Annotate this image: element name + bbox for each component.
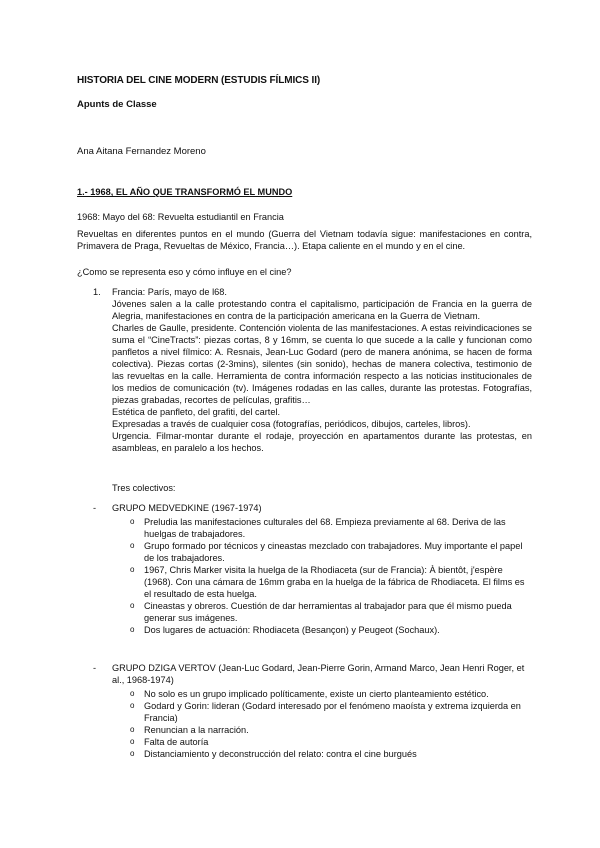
list-item: o No solo es un grupo implicado políticamente, existe un cierto planteamiento estético. [130,689,489,699]
list-item: o 1967, Chris Marker visita la huelga de la Rhodiaceta (sur de Francia): À bientôt, j'espère (1968). Con una cámara de 16mm graba en la huelga de la fábrica de Rhodiaceta. El films es el resultado de esta huelga. [130,565,525,599]
list-item: o Dos lugares de actuación: Rhodiaceta (Besançon) y Peugeot (Sochaux). [130,625,440,635]
list-item-france [112,286,532,454]
document-subtitle: Apunts de Classe [77,99,157,110]
item-line: Urgencia. Filmar-montar durante el rodaje, proyección en apartamentos durante las protestas, en asambleas, en paralelo a los hechos. [112,431,532,453]
item-line: Estética de panfleto, del grafiti, del cartel. [112,407,281,417]
dash-bullet: - [93,503,97,513]
section-subheading: 1968: Mayo del 68: Revuelta estudiantil en Francia [77,212,284,222]
tres-colectivos-label: Tres colectivos: [112,483,176,493]
document-title: HISTORIA DEL CINE MODERN (ESTUDIS FÍLMICS II) [77,75,321,86]
list-item: o Preludia las manifestaciones culturales del 68. Empieza previamente al 68. Deriva de las huelgas de trabajadores. [130,517,506,539]
author-name: Ana Aitana Fernandez Moreno [77,146,206,157]
list-item: o Distanciamiento y deconstrucción del relato: contra el cine burgués [130,749,417,759]
group-medvedkine-heading: GRUPO MEDVEDKINE (1967-1974) [112,503,262,513]
group-dziga-vertov-heading: GRUPO DZIGA VERTOV (Jean-Luc Godard, Jean-Pierre Gorin, Armand Marco, Jean Henri Roger, et al., 1968-1974) [112,663,525,685]
item-line: Expresadas a través de cualquier cosa (fotografías, periódicos, dibujos, carteles, libros). [112,419,471,429]
item-line: Jóvenes salen a la calle protestando contra el capitalismo, participación de Francia en la guerra de Alegria, manifestaciones en contra de la participación americana en la Guerra de Vietnam. [112,299,532,321]
intro-paragraph: Revueltas en diferentes puntos en el mundo (Guerra del Vietnam todavía sigue: manifestaciones en contra, Primavera de Praga, Revueltas de México, Francia…). Etapa caliente en el mundo y en el cine. [77,229,532,251]
list-number: 1. [93,287,101,297]
list-item: o Renuncian a la narración. [130,725,249,735]
item-line: Francia: París, mayo de l68. [112,287,227,297]
group-dziga-vertov-list [130,688,532,760]
list-item: o Cineastas y obreros. Cuestión de dar herramientas al trabajador para que él mismo pueda generar sus imágenes. [130,601,512,623]
list-item: o Falta de autoría [130,737,209,747]
item-line: Charles de Gaulle, presidente. Contención violenta de las manifestaciones. A estas reivindicaciones se suma el “CineTracts”: piezas cortas, 8 y 16mm, se cuenta lo que sucede a la calle y funcionan como panfletos a nivel fílmico: A. Resnais, Jean-Luc Godard (pero de manera anónima, se hacen de forma colectiva). Piezas cortas (2-3mins), silentes (sin sonido), hechas de manera colectiva, testimonio de las revueltas en la calle. Herramienta de contra información respecto a las noticias institucionales de los medios de comunicación (tv). Imágenes rodadas en las calles, durante las protestas. Fotografías, piezas grabadas, recortes de películas, grafitis… [112,323,532,405]
question-line: ¿Como se representa eso y cómo influye en el cine? [77,267,292,277]
dash-bullet: - [93,663,97,673]
group-medvedkine-list [130,516,532,636]
list-item: o Godard y Gorin: lideran (Godard interesado por el fenómeno maoísta y extrema izquierda en Francia) [130,701,521,723]
section-heading: 1.- 1968, EL AÑO QUE TRANSFORMÓ EL MUNDO [77,187,293,197]
list-item: o Grupo formado por técnicos y cineastas mezclado con trabajadores. Muy importante el papel de los trabajadores. [130,541,523,563]
